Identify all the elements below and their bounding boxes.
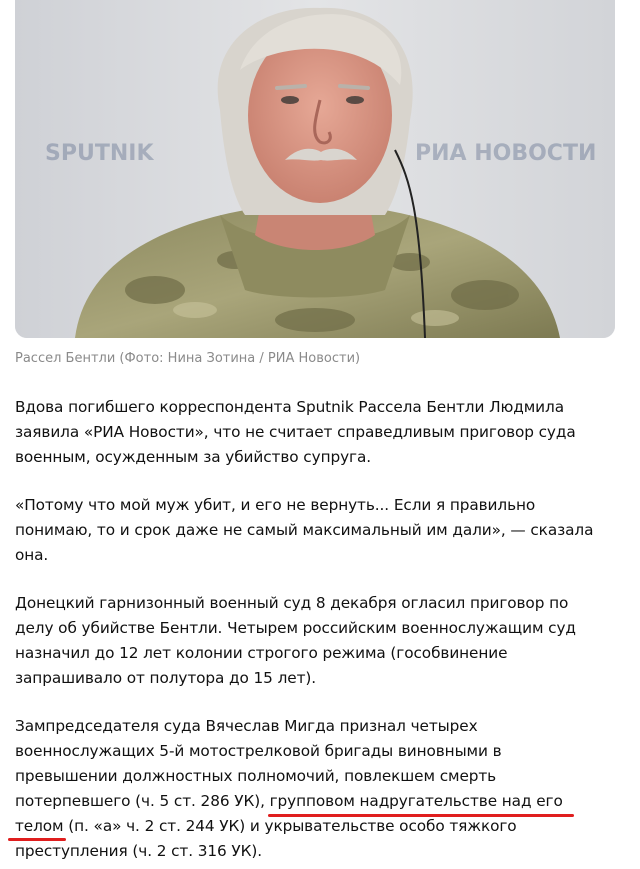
portrait-photo-icon [15,0,615,338]
text-line: военнослужащих 5-й мотострелковой бригады виновными в [15,742,502,760]
text-line: назначил до 12 лет колонии строгого режима (гособвинение [15,644,508,662]
text-line: Вдова погибшего корреспондента Sputnik Рассела Бентли Людмила [15,398,564,416]
paragraph-1 [15,395,625,470]
text-line: Зампредседателя суда Вячеслав Мигда признал четырех [15,717,478,735]
text-line: военным, осужденным за убийство супруга. [15,448,371,466]
paragraph-3 [15,591,625,691]
text-line: она. [15,546,49,564]
red-underline-mark-1 [268,814,574,817]
text-line: делу об убийстве Бентли. Четырем российским военнослужащим суд [15,619,576,637]
text-line: понимаю, то и срок даже не самый максимальный им дали», — сказала [15,521,594,539]
text-line: преступления (ч. 2 ст. 316 УК). [15,842,263,860]
text-line: потерпевшего (ч. 5 ст. 286 УК), групповом надругательстве над его [15,792,563,810]
paragraph-4 [15,714,625,864]
text-line: заявила «РИА Новости», что не считает справедливым приговор суда [15,423,576,441]
text-line: Донецкий гарнизонный военный суд 8 декабря огласил приговор по [15,594,569,612]
text-line: запрашивало от полутора до 15 лет). [15,669,317,687]
red-underline-mark-2 [8,838,66,841]
article-photo [15,0,615,338]
article-body [15,395,625,869]
backdrop-logo-right: РИА НОВОСТИ [415,141,597,166]
text-line: телом (п. «а» ч. 2 ст. 244 УК) и укрывательстве особо тяжкого [15,817,517,835]
text-line: «Потому что мой муж убит, и его не вернуть... Если я правильно [15,496,536,514]
paragraph-2 [15,493,625,568]
text-line: превышении должностных полномочий, повлекшем смерть [15,767,497,785]
photo-caption: Рассел Бентли (Фото: Нина Зотина / РИА Новости) [15,351,361,366]
backdrop-logo-left: SPUTNIK [45,141,154,166]
